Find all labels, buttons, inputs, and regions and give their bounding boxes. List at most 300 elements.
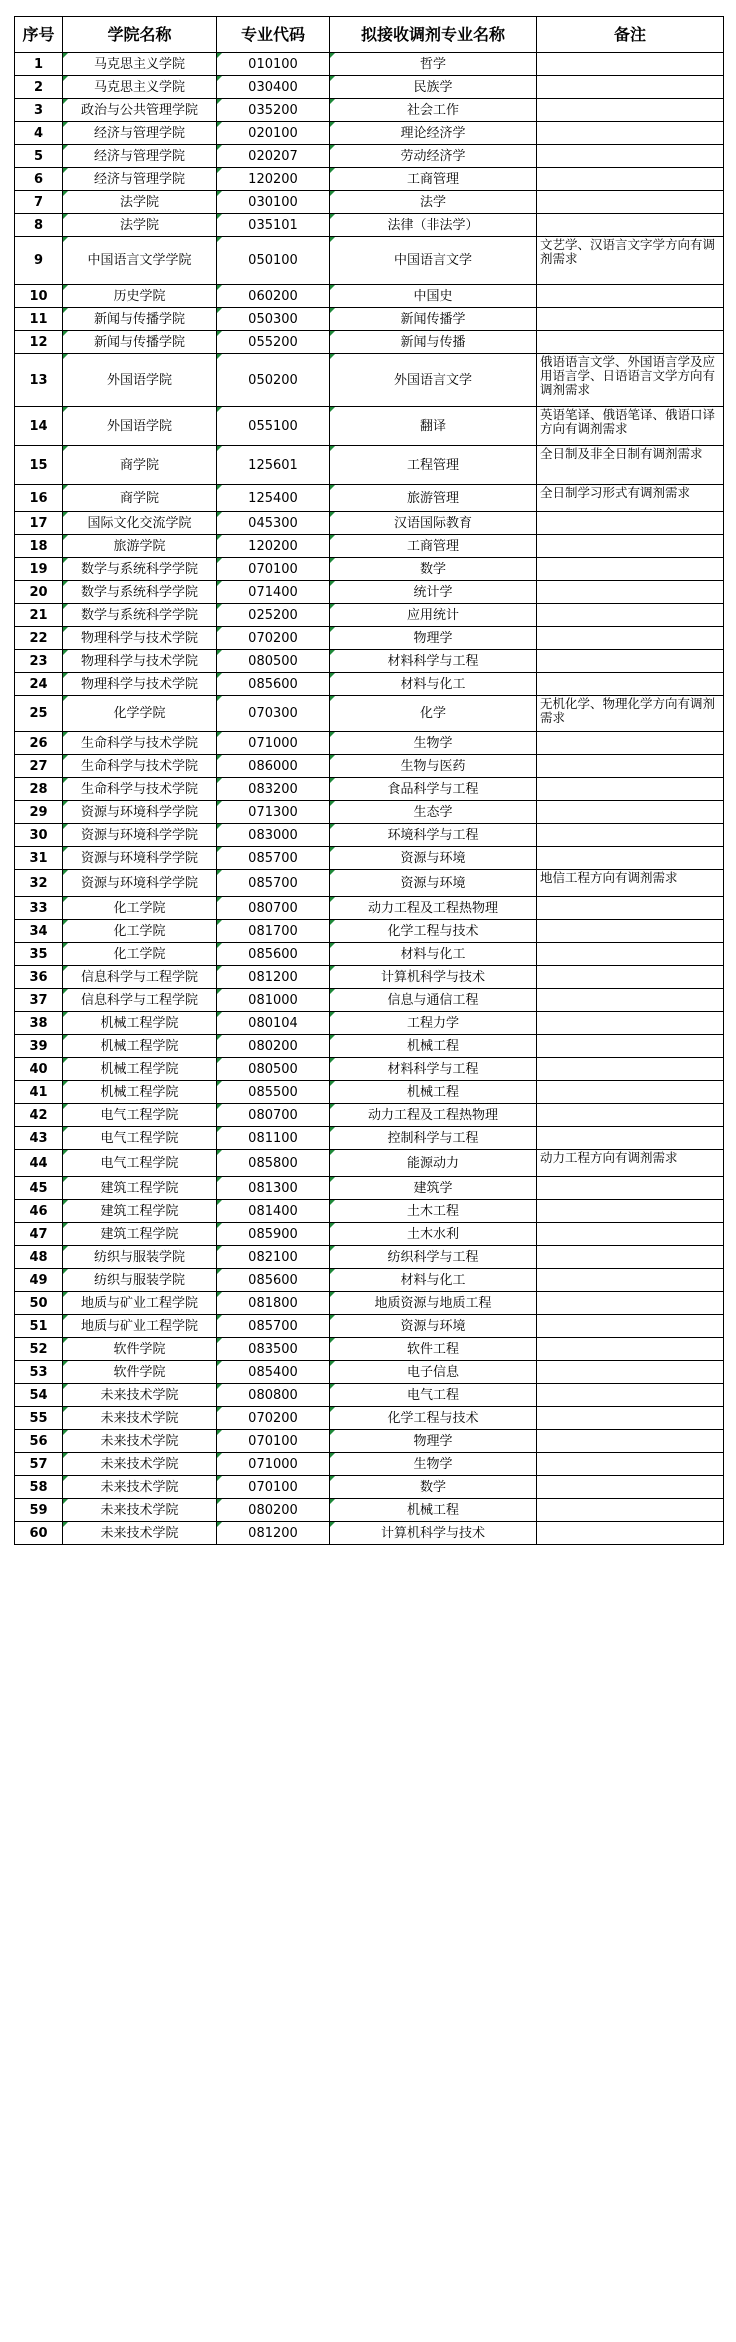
table-row (15, 627, 724, 650)
remark (537, 801, 724, 824)
remark: 地信工程方向有调剂需求 (537, 870, 724, 897)
row-number: 18 (15, 535, 63, 558)
remark (537, 331, 724, 354)
major-code: 081800 (217, 1292, 330, 1315)
major-code: 025200 (217, 604, 330, 627)
major-code: 120200 (217, 168, 330, 191)
college-name: 地质与矿业工程学院 (63, 1292, 217, 1315)
major-name: 化学工程与技术 (330, 920, 537, 943)
college-name: 未来技术学院 (63, 1499, 217, 1522)
college-name: 商学院 (63, 446, 217, 485)
remark (537, 604, 724, 627)
major-name: 控制科学与工程 (330, 1127, 537, 1150)
major-name: 环境科学与工程 (330, 824, 537, 847)
major-name: 电子信息 (330, 1361, 537, 1384)
remark (537, 920, 724, 943)
major-code: 081700 (217, 920, 330, 943)
table-row (15, 191, 724, 214)
major-name: 资源与环境 (330, 1315, 537, 1338)
row-number: 54 (15, 1384, 63, 1407)
remark (537, 732, 724, 755)
row-number: 21 (15, 604, 63, 627)
major-code: 083200 (217, 778, 330, 801)
remark (537, 847, 724, 870)
college-name: 旅游学院 (63, 535, 217, 558)
college-name: 数学与系统科学学院 (63, 581, 217, 604)
row-number: 19 (15, 558, 63, 581)
major-code: 120200 (217, 535, 330, 558)
college-name: 资源与环境科学学院 (63, 847, 217, 870)
row-number: 8 (15, 214, 63, 237)
row-number: 5 (15, 145, 63, 168)
header-no: 序号 (15, 17, 63, 53)
row-number: 47 (15, 1223, 63, 1246)
table-row (15, 966, 724, 989)
major-code: 030400 (217, 76, 330, 99)
major-code: 080104 (217, 1012, 330, 1035)
table-row (15, 1177, 724, 1200)
remark (537, 1338, 724, 1361)
table-row (15, 1223, 724, 1246)
header-major: 拟接收调剂专业名称 (330, 17, 537, 53)
major-code: 071000 (217, 1453, 330, 1476)
row-number: 35 (15, 943, 63, 966)
college-name: 未来技术学院 (63, 1453, 217, 1476)
college-name: 化工学院 (63, 920, 217, 943)
table-row (15, 755, 724, 778)
major-code: 085600 (217, 1269, 330, 1292)
major-name: 材料科学与工程 (330, 1058, 537, 1081)
major-code: 071300 (217, 801, 330, 824)
table-row (15, 168, 724, 191)
remark: 无机化学、物理化学方向有调剂需求 (537, 696, 724, 732)
remark (537, 76, 724, 99)
major-code: 085800 (217, 1150, 330, 1177)
row-number: 45 (15, 1177, 63, 1200)
college-name: 生命科学与技术学院 (63, 778, 217, 801)
row-number: 32 (15, 870, 63, 897)
major-code: 125601 (217, 446, 330, 485)
college-name: 资源与环境科学学院 (63, 824, 217, 847)
row-number: 44 (15, 1150, 63, 1177)
remark (537, 99, 724, 122)
major-name: 生物学 (330, 1453, 537, 1476)
college-name: 新闻与传播学院 (63, 331, 217, 354)
major-code: 083500 (217, 1338, 330, 1361)
major-name: 物理学 (330, 627, 537, 650)
row-number: 6 (15, 168, 63, 191)
college-name: 电气工程学院 (63, 1150, 217, 1177)
row-number: 17 (15, 512, 63, 535)
college-name: 生命科学与技术学院 (63, 755, 217, 778)
remark (537, 755, 724, 778)
major-name: 机械工程 (330, 1499, 537, 1522)
row-number: 37 (15, 989, 63, 1012)
major-code: 081200 (217, 966, 330, 989)
table-row (15, 989, 724, 1012)
major-name: 资源与环境 (330, 847, 537, 870)
major-code: 081300 (217, 1177, 330, 1200)
table-row (15, 1361, 724, 1384)
row-number: 48 (15, 1246, 63, 1269)
row-number: 59 (15, 1499, 63, 1522)
major-code: 055200 (217, 331, 330, 354)
major-name: 物理学 (330, 1430, 537, 1453)
remark (537, 989, 724, 1012)
major-name: 材料与化工 (330, 943, 537, 966)
row-number: 23 (15, 650, 63, 673)
major-code: 080200 (217, 1035, 330, 1058)
major-code: 080700 (217, 1104, 330, 1127)
major-name: 食品科学与工程 (330, 778, 537, 801)
college-name: 法学院 (63, 191, 217, 214)
college-name: 资源与环境科学学院 (63, 801, 217, 824)
major-name: 动力工程及工程热物理 (330, 897, 537, 920)
remark (537, 53, 724, 76)
table-row (15, 308, 724, 331)
table-row (15, 1150, 724, 1177)
college-name: 电气工程学院 (63, 1127, 217, 1150)
college-name: 化工学院 (63, 943, 217, 966)
college-name: 信息科学与工程学院 (63, 989, 217, 1012)
remark: 文艺学、汉语言文字学方向有调剂需求 (537, 237, 724, 285)
table-row (15, 1430, 724, 1453)
major-code: 081100 (217, 1127, 330, 1150)
table-row (15, 512, 724, 535)
table-row (15, 558, 724, 581)
major-name: 化学工程与技术 (330, 1407, 537, 1430)
adjustment-majors-table (14, 16, 724, 1545)
row-number: 2 (15, 76, 63, 99)
major-code: 070100 (217, 558, 330, 581)
row-number: 28 (15, 778, 63, 801)
college-name: 物理科学与技术学院 (63, 673, 217, 696)
major-name: 旅游管理 (330, 485, 537, 512)
table-row (15, 1453, 724, 1476)
row-number: 20 (15, 581, 63, 604)
major-code: 085600 (217, 673, 330, 696)
major-code: 081200 (217, 1522, 330, 1545)
remark (537, 1081, 724, 1104)
major-name: 建筑学 (330, 1177, 537, 1200)
major-code: 055100 (217, 407, 330, 446)
major-name: 新闻与传播 (330, 331, 537, 354)
major-code: 030100 (217, 191, 330, 214)
row-number: 51 (15, 1315, 63, 1338)
major-code: 125400 (217, 485, 330, 512)
major-name: 材料与化工 (330, 673, 537, 696)
table-row (15, 1104, 724, 1127)
row-number: 9 (15, 237, 63, 285)
college-name: 未来技术学院 (63, 1407, 217, 1430)
major-code: 060200 (217, 285, 330, 308)
major-name: 哲学 (330, 53, 537, 76)
table-row (15, 354, 724, 407)
major-code: 050300 (217, 308, 330, 331)
row-number: 24 (15, 673, 63, 696)
major-code: 070100 (217, 1430, 330, 1453)
major-code: 086000 (217, 755, 330, 778)
remark: 全日制学习形式有调剂需求 (537, 485, 724, 512)
major-code: 070300 (217, 696, 330, 732)
major-code: 045300 (217, 512, 330, 535)
college-name: 外国语学院 (63, 407, 217, 446)
major-name: 中国语言文学 (330, 237, 537, 285)
remark (537, 1035, 724, 1058)
college-name: 历史学院 (63, 285, 217, 308)
remark (537, 1177, 724, 1200)
major-name: 动力工程及工程热物理 (330, 1104, 537, 1127)
college-name: 建筑工程学院 (63, 1177, 217, 1200)
remark: 动力工程方向有调剂需求 (537, 1150, 724, 1177)
header-note: 备注 (537, 17, 724, 53)
table-row (15, 1058, 724, 1081)
row-number: 31 (15, 847, 63, 870)
major-name: 汉语国际教育 (330, 512, 537, 535)
row-number: 14 (15, 407, 63, 446)
row-number: 46 (15, 1200, 63, 1223)
major-code: 085700 (217, 847, 330, 870)
college-name: 机械工程学院 (63, 1012, 217, 1035)
college-name: 数学与系统科学学院 (63, 604, 217, 627)
major-name: 软件工程 (330, 1338, 537, 1361)
major-name: 新闻传播学 (330, 308, 537, 331)
remark: 全日制及非全日制有调剂需求 (537, 446, 724, 485)
college-name: 马克思主义学院 (63, 53, 217, 76)
remark (537, 1361, 724, 1384)
row-number: 56 (15, 1430, 63, 1453)
remark (537, 581, 724, 604)
major-name: 计算机科学与技术 (330, 966, 537, 989)
major-name: 生物与医药 (330, 755, 537, 778)
major-code: 010100 (217, 53, 330, 76)
remark (537, 1407, 724, 1430)
major-code: 081400 (217, 1200, 330, 1223)
major-code: 070100 (217, 1476, 330, 1499)
table-row (15, 1384, 724, 1407)
college-name: 地质与矿业工程学院 (63, 1315, 217, 1338)
major-code: 085700 (217, 1315, 330, 1338)
row-number: 57 (15, 1453, 63, 1476)
college-name: 商学院 (63, 485, 217, 512)
row-number: 7 (15, 191, 63, 214)
major-code: 082100 (217, 1246, 330, 1269)
major-code: 083000 (217, 824, 330, 847)
table-row (15, 446, 724, 485)
table-row (15, 1035, 724, 1058)
remark (537, 285, 724, 308)
major-name: 应用统计 (330, 604, 537, 627)
major-name: 统计学 (330, 581, 537, 604)
major-name: 纺织科学与工程 (330, 1246, 537, 1269)
row-number: 11 (15, 308, 63, 331)
remark (537, 168, 724, 191)
table-row (15, 920, 724, 943)
remark (537, 1104, 724, 1127)
major-code: 070200 (217, 1407, 330, 1430)
college-name: 中国语言文学学院 (63, 237, 217, 285)
major-code: 080800 (217, 1384, 330, 1407)
major-name: 化学 (330, 696, 537, 732)
major-name: 土木水利 (330, 1223, 537, 1246)
table-row (15, 1269, 724, 1292)
major-name: 机械工程 (330, 1035, 537, 1058)
remark (537, 1522, 724, 1545)
remark (537, 308, 724, 331)
college-name: 政治与公共管理学院 (63, 99, 217, 122)
major-code: 085600 (217, 943, 330, 966)
remark (537, 673, 724, 696)
table-row (15, 696, 724, 732)
major-code: 050100 (217, 237, 330, 285)
table-row (15, 824, 724, 847)
major-code: 071000 (217, 732, 330, 755)
college-name: 经济与管理学院 (63, 122, 217, 145)
college-name: 经济与管理学院 (63, 145, 217, 168)
table-row (15, 485, 724, 512)
major-code: 080500 (217, 650, 330, 673)
college-name: 未来技术学院 (63, 1430, 217, 1453)
table-row (15, 535, 724, 558)
major-name: 工商管理 (330, 168, 537, 191)
table-row (15, 331, 724, 354)
major-name: 计算机科学与技术 (330, 1522, 537, 1545)
row-number: 43 (15, 1127, 63, 1150)
remark: 俄语语言文学、外国语言学及应用语言学、日语语言文学方向有调剂需求 (537, 354, 724, 407)
major-name: 理论经济学 (330, 122, 537, 145)
row-number: 26 (15, 732, 63, 755)
row-number: 13 (15, 354, 63, 407)
remark (537, 627, 724, 650)
major-name: 工程力学 (330, 1012, 537, 1035)
remark (537, 1246, 724, 1269)
remark (537, 145, 724, 168)
major-code: 020207 (217, 145, 330, 168)
major-code: 081000 (217, 989, 330, 1012)
header-college: 学院名称 (63, 17, 217, 53)
major-code: 035200 (217, 99, 330, 122)
row-number: 15 (15, 446, 63, 485)
college-name: 未来技术学院 (63, 1476, 217, 1499)
major-name: 数学 (330, 558, 537, 581)
major-name: 工商管理 (330, 535, 537, 558)
table-row (15, 1012, 724, 1035)
table-row (15, 673, 724, 696)
table-row (15, 285, 724, 308)
table-row (15, 1127, 724, 1150)
remark (537, 558, 724, 581)
table-row (15, 870, 724, 897)
remark (537, 1453, 724, 1476)
college-name: 新闻与传播学院 (63, 308, 217, 331)
remark (537, 943, 724, 966)
college-name: 化学学院 (63, 696, 217, 732)
remark (537, 1269, 724, 1292)
college-name: 化工学院 (63, 897, 217, 920)
row-number: 38 (15, 1012, 63, 1035)
major-name: 电气工程 (330, 1384, 537, 1407)
table-row (15, 1407, 724, 1430)
row-number: 58 (15, 1476, 63, 1499)
remark (537, 1430, 724, 1453)
college-name: 机械工程学院 (63, 1058, 217, 1081)
remark (537, 512, 724, 535)
remark (537, 1012, 724, 1035)
major-code: 080700 (217, 897, 330, 920)
table-row (15, 1476, 724, 1499)
row-number: 16 (15, 485, 63, 512)
college-name: 未来技术学院 (63, 1522, 217, 1545)
major-code: 085900 (217, 1223, 330, 1246)
major-name: 法学 (330, 191, 537, 214)
college-name: 经济与管理学院 (63, 168, 217, 191)
table-row (15, 801, 724, 824)
college-name: 物理科学与技术学院 (63, 627, 217, 650)
row-number: 27 (15, 755, 63, 778)
row-number: 36 (15, 966, 63, 989)
header-row (15, 17, 724, 53)
row-number: 39 (15, 1035, 63, 1058)
row-number: 55 (15, 1407, 63, 1430)
major-name: 数学 (330, 1476, 537, 1499)
row-number: 34 (15, 920, 63, 943)
remark (537, 1499, 724, 1522)
remark (537, 214, 724, 237)
major-name: 能源动力 (330, 1150, 537, 1177)
row-number: 12 (15, 331, 63, 354)
major-name: 翻译 (330, 407, 537, 446)
college-name: 纺织与服装学院 (63, 1246, 217, 1269)
row-number: 41 (15, 1081, 63, 1104)
remark (537, 1058, 724, 1081)
table-row (15, 1292, 724, 1315)
table-row (15, 847, 724, 870)
major-code: 071400 (217, 581, 330, 604)
college-name: 外国语学院 (63, 354, 217, 407)
table-row (15, 1200, 724, 1223)
major-name: 资源与环境 (330, 870, 537, 897)
college-name: 机械工程学院 (63, 1035, 217, 1058)
major-name: 材料与化工 (330, 1269, 537, 1292)
major-code: 085400 (217, 1361, 330, 1384)
major-name: 民族学 (330, 76, 537, 99)
college-name: 物理科学与技术学院 (63, 650, 217, 673)
table-row (15, 778, 724, 801)
table-row (15, 581, 724, 604)
college-name: 生命科学与技术学院 (63, 732, 217, 755)
major-name: 社会工作 (330, 99, 537, 122)
college-name: 建筑工程学院 (63, 1200, 217, 1223)
remark (537, 1127, 724, 1150)
row-number: 53 (15, 1361, 63, 1384)
major-name: 中国史 (330, 285, 537, 308)
college-name: 未来技术学院 (63, 1384, 217, 1407)
table-row (15, 1246, 724, 1269)
college-name: 机械工程学院 (63, 1081, 217, 1104)
table-row (15, 604, 724, 627)
college-name: 数学与系统科学学院 (63, 558, 217, 581)
major-code: 085700 (217, 870, 330, 897)
college-name: 建筑工程学院 (63, 1223, 217, 1246)
remark (537, 1292, 724, 1315)
table-row (15, 943, 724, 966)
table-row (15, 1338, 724, 1361)
major-code: 085500 (217, 1081, 330, 1104)
row-number: 22 (15, 627, 63, 650)
table-row (15, 1081, 724, 1104)
college-name: 电气工程学院 (63, 1104, 217, 1127)
remark (537, 778, 724, 801)
